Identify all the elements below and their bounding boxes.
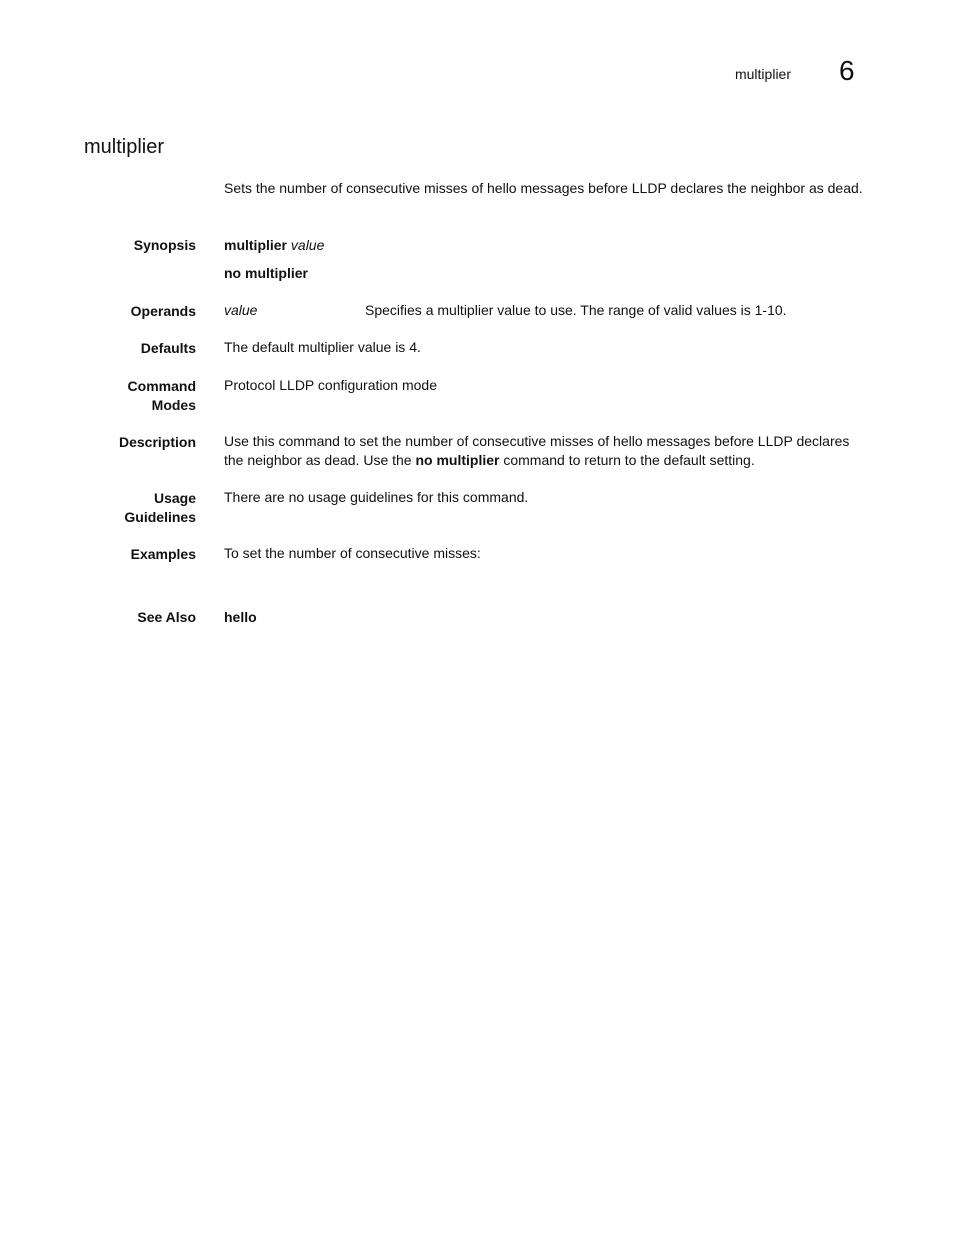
running-header <box>0 56 954 92</box>
command-modes-label <box>76 377 196 415</box>
usage-label-line1: Usage <box>153 490 196 506</box>
operand-description: Specifies a multiplier value to use. The range of valid values is 1-10. <box>365 302 787 318</box>
command-modes-label-line2: Modes <box>151 397 196 413</box>
examples-label: Examples <box>130 546 196 562</box>
chapter-number: 6 <box>839 55 855 86</box>
usage-guidelines-text: There are no usage guidelines for this command. <box>224 489 529 505</box>
running-header-title: multiplier <box>734 66 791 82</box>
defaults-text: The default multiplier value is 4. <box>224 339 421 355</box>
operands-label: Operands <box>130 303 196 319</box>
defaults-label: Defaults <box>140 340 196 356</box>
intro-paragraph: Sets the number of consecutive misses of hello messages before LLDP declares the neighbor as dead. <box>224 180 863 196</box>
examples-text: To set the number of consecutive misses: <box>224 545 481 561</box>
description-text-end: command to return to the default setting. <box>499 452 755 468</box>
synopsis-argument: value <box>290 237 325 253</box>
usage-label-line2: Guidelines <box>124 509 196 525</box>
synopsis-line <box>224 236 864 255</box>
synopsis-label: Synopsis <box>133 237 196 253</box>
operand-name: value <box>224 302 258 318</box>
usage-guidelines-label <box>76 489 196 527</box>
synopsis-command: multiplier <box>224 237 288 253</box>
synopsis-negation: no multiplier <box>224 265 308 281</box>
command-modes-label-line1: Command <box>127 378 196 394</box>
description-text-start: Use this command to set the number of consecutive misses of hello messages before LLDP declares the neighbor as dead. Use the <box>224 433 850 468</box>
page-title: multiplier <box>84 136 165 158</box>
description-text <box>224 432 864 470</box>
command-modes-text: Protocol LLDP configuration mode <box>224 377 437 393</box>
description-command: no multiplier <box>415 452 500 468</box>
description-label: Description <box>118 434 196 450</box>
see-also-link-hello[interactable]: hello <box>224 609 257 625</box>
see-also-label: See Also <box>137 609 196 625</box>
